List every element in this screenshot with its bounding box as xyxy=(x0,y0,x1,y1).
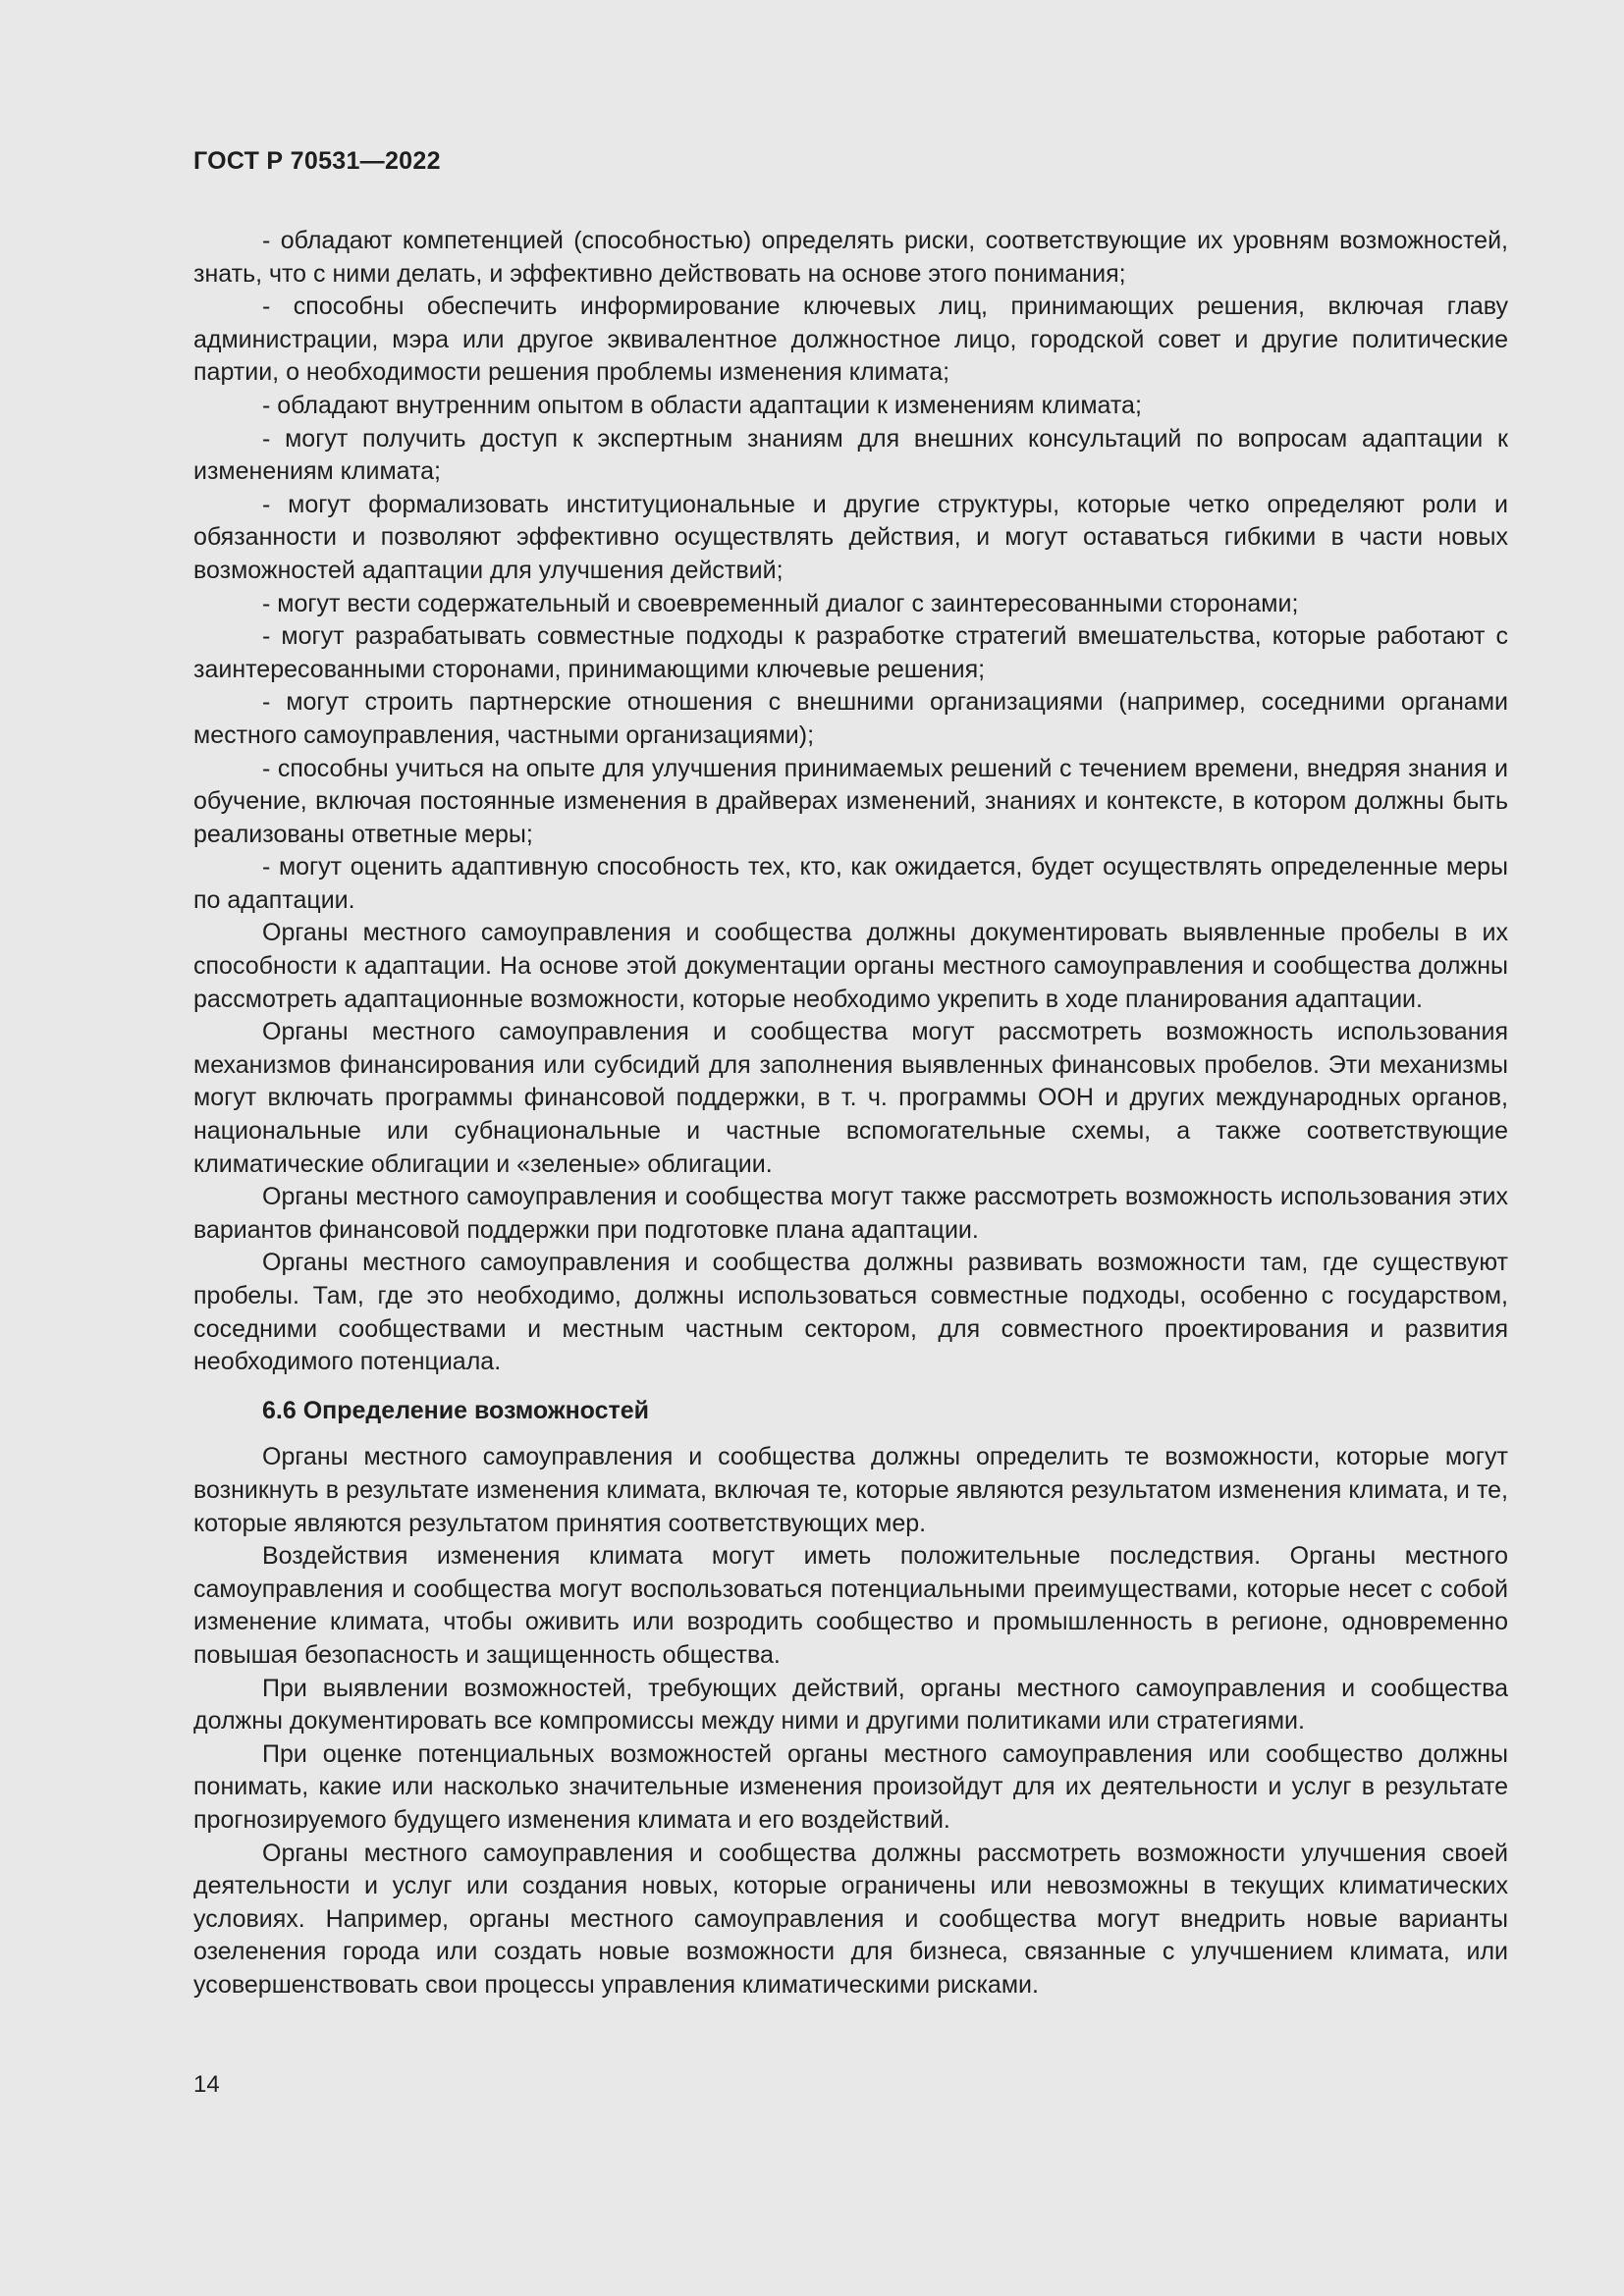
page-number: 14 xyxy=(193,2071,220,2098)
body-paragraph: Органы местного самоуправления и сообщества могут рассмотреть возможность использования механизмов финансирования или субсидий для заполнения выявленных финансовых пробелов. Эти механизмы могут включать программы финансовой поддержки, в т. ч. программы ООН и других международных органов, национальные или субнациональные и частные вспомогательные схемы, а также соответствующие климатические облигации и «зеленые» облигации. xyxy=(193,1018,1508,1178)
list-item: - обладают компетенцией (способностью) определять риски, соответствующие их уровням возможностей, знать, что с ними делать, и эффективно действовать на основе этого понимания; xyxy=(193,225,1508,291)
list-item: - обладают внутренним опытом в области адаптации к изменениям климата; xyxy=(193,390,1508,423)
list-item: - способны обеспечить информирование ключевых лиц, принимающих решения, включая главу администрации, мэра или другое эквивалентное должностное лицо, городской совет и другие политические партии, о необходимости решения проблемы изменения климата; xyxy=(193,291,1508,390)
list-item: - могут формализовать институциональные и другие структуры, которые четко определяют роли и обязанности и позволяют эффективно осуществлять действия, и могут оставаться гибкими в части новых возможностей адаптации для улучшения действий; xyxy=(193,489,1508,588)
section-paragraph: Воздействия изменения климата могут иметь положительные последствия. Органы местного самоуправления и сообщества могут воспользоваться потенциальными преимуществами, которые несет с собой изменение климата, чтобы оживить или возродить сообщество и промышленность в регионе, одновременно повышая безопасность и защищенность общества. xyxy=(193,1542,1508,1669)
section-paragraph: При выявлении возможностей, требующих действий, органы местного самоуправления и сообщества должны документировать все компромиссы между ними и другими политиками или стратегиями. xyxy=(193,1674,1508,1735)
list-item: - могут строить партнерские отношения с внешними организациями (например, соседними органами местного самоуправления, частными организациями); xyxy=(193,686,1508,752)
section-paragraph: Органы местного самоуправления и сообщества должны рассмотреть возможности улучшения своей деятельности и услуг или создания новых, которые ограничены или невозможны в текущих климатических условиях. Например, органы местного самоуправления и сообщества могут внедрить новые варианты озеленения города или создать новые возможности для бизнеса, связанные с улучшением климата, или усовершенствовать свои процессы управления климатическими рисками. xyxy=(193,1839,1508,1999)
body-paragraph: Органы местного самоуправления и сообщества должны развивать возможности там, где существуют пробелы. Там, где это необходимо, должны использоваться совместные подходы, особенно с государством, соседними сообществами и местным частным сектором, для совместного проектирования и развития необходимого потенциала. xyxy=(193,1249,1508,1376)
list-item: - способны учиться на опыте для улучшения принимаемых решений с течением времени, внедряя знания и обучение, включая постоянные изменения в драйверах изменений, знаниях и контексте, в котором должны быть реализованы ответные меры; xyxy=(193,753,1508,852)
page-content xyxy=(193,225,1508,2002)
body-paragraph: Органы местного самоуправления и сообщества могут также рассмотреть возможность использования этих вариантов финансовой поддержки при подготовке плана адаптации. xyxy=(193,1183,1508,1244)
list-item: - могут вести содержательный и своевременный диалог с заинтересованными сторонами; xyxy=(193,588,1508,621)
section-paragraph: При оценке потенциальных возможностей органы местного самоуправления или сообщество должны понимать, какие или насколько значительные изменения произойдут для их деятельности и услуг в результате прогнозируемого будущего изменения климата и его воздействий. xyxy=(193,1739,1508,1834)
list-item: - могут оценить адаптивную способность тех, кто, как ожидается, будет осуществлять определенные меры по адаптации. xyxy=(193,851,1508,917)
list-item: - могут получить доступ к экспертным знаниям для внешних консультаций по вопросам адаптации к изменениям климата; xyxy=(193,423,1508,489)
standard-header: ГОСТ Р 70531—2022 xyxy=(193,147,441,175)
list-item: - могут разрабатывать совместные подходы к разработке стратегий вмешательства, которые работают с заинтересованными сторонами, принимающими ключевые решения; xyxy=(193,620,1508,686)
section-paragraph: Органы местного самоуправления и сообщества должны определить те возможности, которые могут возникнуть в результате изменения климата, включая те, которые являются результатом изменения климата, и те, которые являются результатом принятия соответствующих мер. xyxy=(193,1443,1508,1537)
body-paragraph: Органы местного самоуправления и сообщества должны документировать выявленные пробелы в их способности к адаптации. На основе этой документации органы местного самоуправления и сообщества должны рассмотреть адаптационные возможности, которые необходимо укрепить в ходе планирования адаптации. xyxy=(193,919,1508,1013)
section-heading: 6.6 Определение возможностей xyxy=(262,1396,650,1424)
